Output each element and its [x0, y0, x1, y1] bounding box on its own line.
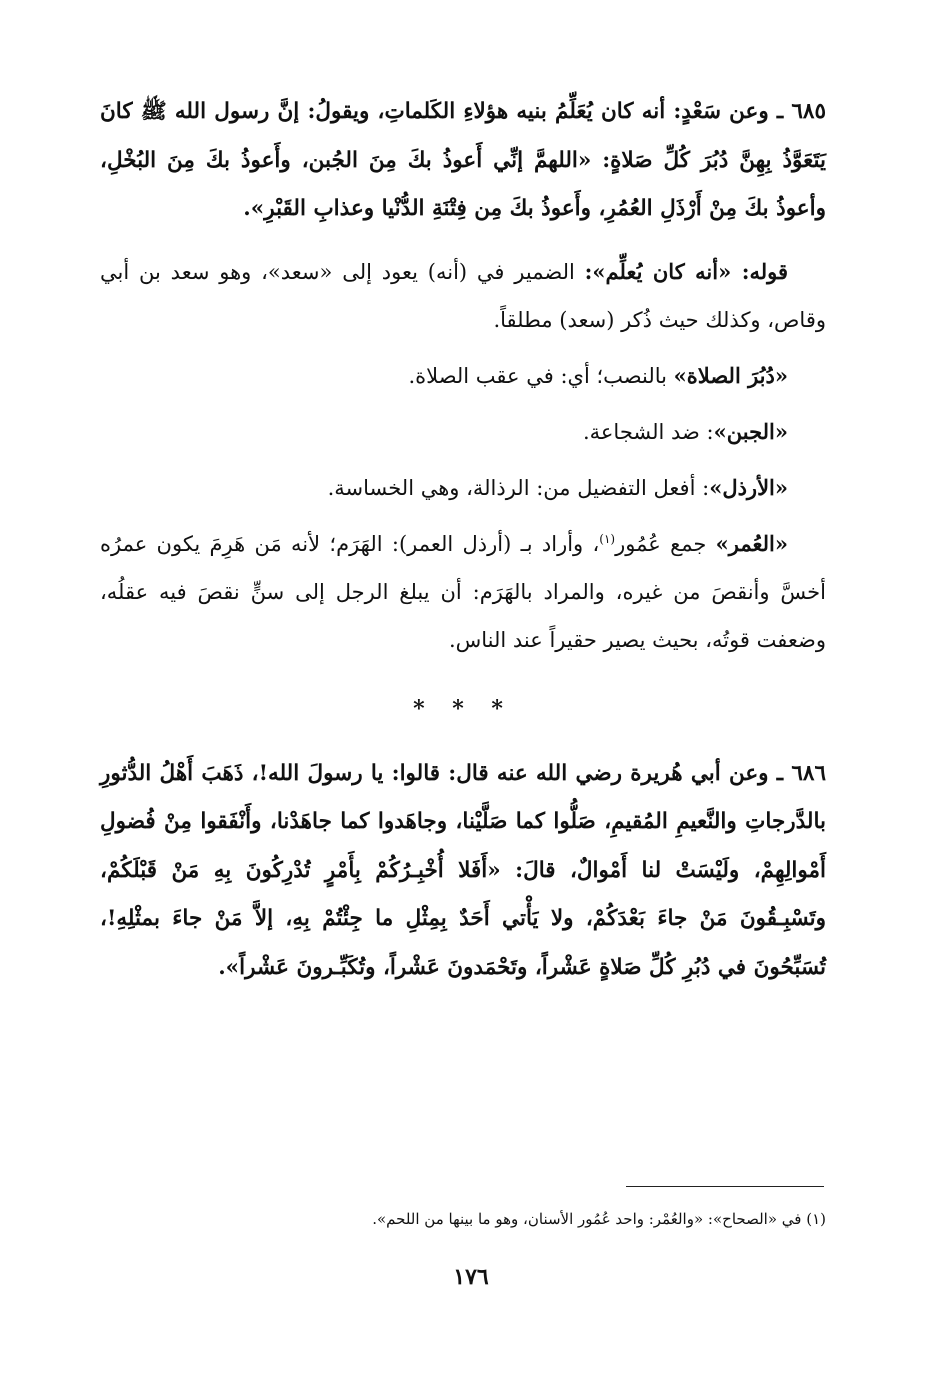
commentary-paragraph-3: [100, 408, 826, 456]
commentary-text-2: بالنصب؛ أي: في عقب الصلاة.: [408, 363, 674, 388]
commentary-text-3: : ضد الشجاعة.: [582, 419, 714, 444]
commentary-label-2: «دُبُرَ الصلاة»: [673, 362, 788, 388]
commentary-text-1: الضمير في (أنه) يعود إلى «سعد»، وهو سعد بن أبي وقاص، وكذلك حيث ذُكر (سعد) مطلقاً.: [100, 259, 826, 332]
footnote-reference: (١): [599, 531, 616, 546]
hadith-685: ٦٨٥ ـ وعن سَعْدٍ: أنه كان يُعَلِّمُ بنيه هؤلاءِ الكَلماتِ، ويقولُ: إنَّ رسول الله ﷺ كانَ يَتَعَوَّذُ بِهِنَّ دُبُرَ كُلِّ صَلاةٍ: «اللهمَّ إنِّي أَعوذُ بكَ مِنَ الجُبن، وأَعوذُ بكَ مِنَ البُخْلِ، وأعوذُ بكَ مِنْ أَرْذَلِ العُمُرِ، وأَعوذُ بكَ مِن فِتْنَةِ الدُّنْيا وعذابِ القَبْرِ».: [100, 99, 826, 221]
footnote-divider: [626, 1186, 824, 1187]
commentary-text-5b: ، وأراد بـ (أرذل العمر): الهَرَم؛ لأنه مَن هَرِمَ يكون عمرُه أخسَّ وأنقصَ من غيره، والمراد بالهَرَم: أن يبلغ الرجل إلى سنٍّ نقصَ فيه عقلُه، وضعفت قوتُه، بحيث يصير حقيراً عند الناس.: [100, 531, 826, 652]
commentary-label-4: «الأرذل»: [709, 474, 788, 500]
footnote: (١) في «الصحاح»: «والعُمْر: واحد عُمُور الأسنان، وهو ما بينها من اللحم».: [372, 1210, 826, 1228]
hadith-686: ٦٨٦ ـ وعن أبي هُريرة رضي الله عنه قال: قالوا: يا رسولَ الله!، ذَهَبَ أَهْلُ الدُّثورِ بالدَّرجاتِ والنَّعيمِ المُقيمِ، صَلُّوا كما صَلَّيْنا، وجاهَدوا كما جاهَدْنا، وأَنْفَقوا مِنْ فُضولِ أَمْوالِهِمْ، ولَيْسَتْ لنا أَمْوالٌ، قالَ: «أَفَلا أُخْبِـرُكُمْ بِأَمْرٍ تُدْرِكُونَ بِهِ مَنْ قَبْلَكُمْ، وتَسْبِـقُونَ مَنْ جاءَ بَعْدَكُمْ، ولا يَأْتي أَحَدٌ بِمِثْلِ ما جِئْتُمْ بِهِ، إلاَّ مَنْ جاءَ بمثْلِهِ!، تُسَبِّحُونَ في دُبُرِ كُلِّ صَلاةٍ عَشْراً، وتَحْمَدونَ عَشْراً، وتُكَبِّـرونَ عَشْراً».: [100, 760, 826, 980]
commentary-paragraph-5: [100, 520, 826, 664]
commentary-text-5a: جمع عُمُور: [615, 531, 716, 556]
commentary-label-3: «الجبن»: [713, 418, 788, 444]
commentary-paragraph-1: [100, 248, 826, 344]
commentary-text-4: : أفعل التفضيل من: الرذالة، وهي الخساسة.: [327, 475, 710, 500]
commentary-paragraph-4: [100, 464, 826, 512]
page-body: [100, 88, 826, 992]
page-number: ١٧٦: [453, 1264, 489, 1290]
commentary-label-5: «العُمر»: [715, 530, 788, 556]
commentary-label-1: قوله: «أنه كان يُعلِّم»:: [584, 258, 788, 284]
section-separator: * * *: [413, 695, 513, 722]
commentary-paragraph-2: [100, 352, 826, 400]
